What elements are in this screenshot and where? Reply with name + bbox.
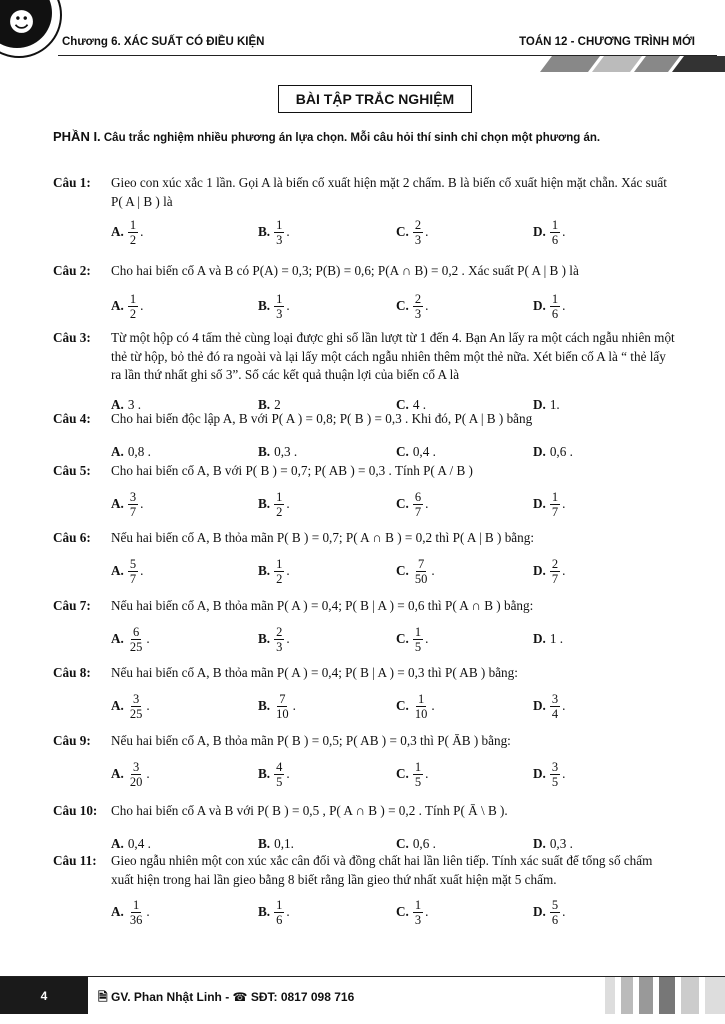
denominator: 7 [551,571,559,586]
answer-options [53,286,675,326]
option-fraction [274,692,291,721]
option-c[interactable] [396,686,435,726]
option-b[interactable] [258,892,290,932]
denominator: 7 [129,504,137,519]
question-number: Câu 2: [53,263,91,278]
question-number: Câu 1: [53,175,91,190]
numerator: 1 [276,217,283,232]
option-value: 1 . [549,630,564,646]
option-label: D. [533,223,546,239]
option-fraction [128,692,145,721]
period: . [562,903,566,919]
numerator: 1 [276,291,283,306]
document-icon: 🗎 [98,990,111,1004]
period: . [425,765,429,781]
option-d[interactable] [533,286,565,326]
option-label: B. [258,765,271,781]
answer-options [53,484,675,524]
period: . [146,903,150,919]
question-number: Câu 3: [53,330,91,345]
numerator: 1 [414,759,422,774]
option-a[interactable] [111,286,143,326]
option-fraction [413,557,430,586]
option-label: D. [533,903,546,919]
numerator: 1 [551,291,559,306]
numerator: 1 [129,291,137,306]
option-label: C. [396,396,409,412]
option-fraction [274,490,284,519]
question-number: Câu 4: [53,411,91,426]
question-1 [53,174,675,247]
option-label: A. [111,443,124,459]
period: . [286,297,290,313]
option-fraction [274,292,284,321]
period: . [286,562,290,578]
denominator: 5 [414,774,422,789]
option-value: 4 . [412,396,427,412]
period: . [286,630,290,646]
option-label: D. [533,443,546,459]
page-title: BÀI TẬP TRẮC NGHIỆM [278,85,472,113]
period: . [425,297,429,313]
option-label: A. [111,903,124,919]
denominator: 2 [276,504,283,519]
option-label: C. [396,562,409,578]
question-text: Cho hai biến cố A và B với P( B ) = 0,5 , P( A ∩ B ) = 0,2 . Tính P( Ā \ B ). [111,803,508,818]
question-text: Nếu hai biến cố A, B thỏa mãn P( A ) = 0,4; P( B | A ) = 0,3 thì P( AB ) bằng: [111,665,518,680]
question-text: Nếu hai biến cố A, B thỏa mãn P( A ) = 0,4; P( B | A ) = 0,6 thì P( A ∩ B ) bằng: [111,598,534,613]
numerator: 6 [132,624,140,639]
option-fraction [413,490,423,519]
numerator: 7 [417,556,425,571]
question-number: Câu 11: [53,853,97,868]
option-label: C. [396,903,409,919]
denominator: 50 [414,571,428,586]
option-label: A. [111,297,124,313]
option-label: B. [258,903,271,919]
option-label: A. [111,223,124,239]
period: . [286,765,290,781]
numerator: 1 [276,897,283,912]
option-fraction [274,760,284,789]
period: . [146,765,150,781]
option-fraction [413,292,423,321]
numerator: 5 [551,897,559,912]
denominator: 3 [414,232,422,247]
denominator: 7 [414,504,422,519]
option-a[interactable] [111,892,150,932]
denominator: 25 [129,706,143,721]
numerator: 3 [551,759,559,774]
numerator: 5 [129,556,137,571]
option-label: C. [396,443,409,459]
option-fraction [550,692,560,721]
numerator: 2 [414,291,422,306]
denominator: 2 [276,571,283,586]
option-fraction [128,218,138,247]
question-3 [53,329,675,412]
numerator: 1 [414,624,422,639]
option-b[interactable] [258,686,296,726]
option-value: 2 [274,396,281,412]
option-d[interactable] [533,551,565,591]
option-fraction [128,625,145,654]
period: . [146,697,150,713]
option-label: C. [396,765,409,781]
question-text: Gieo ngẫu nhiên một con xúc xắc cân đối và đồng chất hai lần liên tiếp. Tính xác suất để tổng số chấm xuất hiện trong hai lần gieo bằng 8 biết rằng lần gieo thứ nhất xuất hiện mặt 5 chấm. [111,853,653,887]
option-d[interactable] [533,754,565,794]
period: . [425,630,429,646]
numerator: 2 [414,217,422,232]
answer-options [53,212,675,252]
numerator: 4 [276,759,283,774]
numerator: 1 [414,897,422,912]
period: . [562,223,566,239]
option-fraction [128,490,138,519]
option-b[interactable] [258,551,290,591]
option-label: B. [258,297,271,313]
option-fraction [413,760,423,789]
option-value: 0,6 . [412,835,436,851]
option-value: 0,6 . [549,443,573,459]
option-fraction [274,557,284,586]
option-b[interactable] [258,484,290,524]
option-fraction [128,557,138,586]
option-c[interactable] [396,619,428,659]
option-fraction [274,218,284,247]
answer-options [53,686,675,726]
question-number: Câu 6: [53,530,91,545]
option-label: A. [111,697,124,713]
question-7 [53,597,675,654]
answer-options [53,892,675,932]
denominator: 2 [129,306,137,321]
option-label: B. [258,630,271,646]
option-a[interactable] [111,551,143,591]
question-4 [53,410,675,459]
option-c[interactable] [396,754,428,794]
answer-options [53,551,675,591]
option-label: D. [533,835,546,851]
numerator: 2 [551,556,559,571]
option-value: 1. [549,396,560,412]
numerator: 3 [132,691,140,706]
denominator: 36 [129,912,143,927]
option-fraction [550,292,560,321]
numerator: 1 [551,217,559,232]
option-label: A. [111,765,124,781]
option-label: D. [533,765,546,781]
logo-icon: ☻ [8,8,36,38]
denominator: 3 [276,639,283,654]
course-title: TOÁN 12 - CHƯƠNG TRÌNH MỚI [519,36,695,48]
period: . [286,223,290,239]
part-instructions: Câu trắc nghiệm nhiều phương án lựa chọn. Mỗi câu hỏi thí sinh chỉ chọn một phương án. [100,132,601,144]
option-label: B. [258,443,271,459]
period: . [562,697,566,713]
option-b[interactable] [258,286,290,326]
option-b[interactable] [258,754,290,794]
numerator: 7 [279,691,286,706]
question-number: Câu 8: [53,665,91,680]
period: . [562,765,566,781]
option-a[interactable] [111,686,150,726]
option-d[interactable] [533,686,565,726]
option-a[interactable] [111,619,150,659]
period: . [431,697,435,713]
option-label: C. [396,697,409,713]
option-label: A. [111,835,124,851]
period: . [292,697,296,713]
denominator: 5 [551,774,559,789]
question-number: Câu 5: [53,463,91,478]
teacher-info [98,988,354,1009]
denominator: 2 [129,232,137,247]
question-10 [53,802,675,851]
option-fraction [413,898,423,927]
option-d[interactable] [533,212,565,252]
option-c[interactable] [396,212,428,252]
period: . [425,223,429,239]
option-label: B. [258,562,271,578]
question-9 [53,732,675,789]
period: . [431,562,435,578]
option-label: C. [396,630,409,646]
numerator: 3 [551,691,559,706]
option-label: D. [533,697,546,713]
option-value: 0,1. [274,835,294,851]
numerator: 1 [276,556,283,571]
option-d[interactable] [533,484,565,524]
option-value: 0,3 . [549,835,573,851]
option-a[interactable] [111,754,150,794]
denominator: 6 [551,306,559,321]
question-text: Cho hai biến cố A, B với P( B ) = 0,7; P( AB ) = 0,3 . Tính P( A / B ) [111,463,473,478]
denominator: 3 [414,306,422,321]
option-label: A. [111,630,124,646]
option-label: D. [533,630,546,646]
option-c[interactable] [396,551,435,591]
numerator: 1 [551,489,559,504]
option-value: 3 . [127,396,142,412]
option-label: A. [111,562,124,578]
option-label: A. [111,495,124,511]
numerator: 1 [276,489,283,504]
question-8 [53,664,675,721]
option-fraction [413,692,430,721]
question-6 [53,529,675,586]
denominator: 6 [551,912,559,927]
denominator: 20 [129,774,143,789]
part-heading [53,128,675,147]
denominator: 3 [276,306,283,321]
option-b[interactable] [258,212,290,252]
teacher-phone: - ☎ SĐT: 0817 098 716 [221,990,355,1004]
numerator: 1 [132,897,140,912]
option-fraction [550,760,560,789]
option-a[interactable] [111,212,143,252]
option-a[interactable] [111,484,143,524]
denominator: 4 [551,706,559,721]
period: . [140,562,144,578]
question-number: Câu 10: [53,803,98,818]
numerator: 2 [276,624,283,639]
denominator: 6 [276,912,283,927]
chapter-title: Chương 6. XÁC SUẤT CÓ ĐIỀU KIỆN [62,36,265,48]
question-number: Câu 9: [53,733,91,748]
period: . [140,495,144,511]
option-label: A. [111,396,124,412]
option-label: D. [533,396,546,412]
answer-options [53,754,675,794]
question-text: Nếu hai biến cố A, B thỏa mãn P( B ) = 0,5; P( AB ) = 0,3 thì P( ĀB ) bằng: [111,733,511,748]
denominator: 5 [276,774,283,789]
option-fraction [550,557,560,586]
teacher-name: GV. Phan Nhật Linh [110,990,222,1004]
option-label: D. [533,562,546,578]
question-number: Câu 7: [53,598,91,613]
option-label: D. [533,297,546,313]
option-label: C. [396,223,409,239]
option-label: C. [396,835,409,851]
option-c[interactable] [396,484,428,524]
denominator: 7 [551,504,559,519]
option-fraction [550,218,560,247]
question-text: Từ một hộp có 4 tấm thẻ cùng loại được ghi số lần lượt từ 1 đến 4. Bạn An lấy ra một cách ngẫu nhiên một thẻ từ hộp, bỏ thẻ đó ra ngoài và lại lấy một cách ngẫu nhiên thêm một thẻ nữa. Xét biến cố A là “ thẻ lấy ra lần thứ nhất ghi số 3”. Số các kết quả thuận lợi của biến cố A là [111,330,675,382]
numerator: 3 [132,759,140,774]
option-fraction [128,898,145,927]
option-d[interactable] [533,619,563,659]
numerator: 6 [414,489,422,504]
option-label: C. [396,297,409,313]
denominator: 3 [414,912,422,927]
part-label: PHẦN I. [53,129,101,144]
option-c[interactable] [396,892,428,932]
header-stripes [530,56,725,72]
option-value: 0,4 . [127,835,151,851]
option-label: B. [258,223,271,239]
option-b[interactable] [258,619,290,659]
denominator: 5 [414,639,422,654]
option-fraction [128,292,138,321]
denominator: 10 [414,706,428,721]
option-d[interactable] [533,892,565,932]
denominator: 10 [276,706,289,721]
page-number: 4 [0,977,88,1014]
period: . [562,562,566,578]
question-text: Cho hai biến độc lập A, B với P( A ) = 0,8; P( B ) = 0,3 . Khi đó, P( A | B ) bằng [111,411,533,426]
option-value: 0,8 . [127,443,151,459]
period: . [562,297,566,313]
denominator: 7 [129,571,137,586]
answer-options [53,619,675,659]
denominator: 25 [129,639,143,654]
option-fraction [550,898,560,927]
denominator: 6 [551,232,559,247]
question-11 [53,852,675,927]
option-label: B. [258,495,271,511]
option-label: D. [533,495,546,511]
option-fraction [274,625,284,654]
period: . [140,223,144,239]
option-label: C. [396,495,409,511]
option-fraction [413,218,423,247]
question-text: Nếu hai biến cố A, B thỏa mãn P( B ) = 0,7; P( A ∩ B ) = 0,2 thì P( A | B ) bằng: [111,530,535,545]
period: . [286,495,290,511]
question-5 [53,462,675,519]
option-c[interactable] [396,286,428,326]
option-value: 0,3 . [274,443,298,459]
question-2 [53,262,675,321]
numerator: 1 [129,217,137,232]
option-fraction [550,490,560,519]
footer-stripes [605,977,725,1014]
option-fraction [274,898,284,927]
numerator: 1 [417,691,425,706]
option-value: 0,4 . [412,443,436,459]
denominator: 3 [276,232,283,247]
period: . [286,903,290,919]
question-text: Gieo con xúc xắc 1 lần. Gọi A là biến cố xuất hiện mặt 2 chấm. B là biến cố xuất hiện mặt chẵn. Xác suất P( A | B ) là [111,175,667,209]
numerator: 3 [129,489,137,504]
option-fraction [128,760,145,789]
period: . [146,630,150,646]
period: . [140,297,144,313]
period: . [425,903,429,919]
option-fraction [413,625,423,654]
period: . [562,495,566,511]
period: . [425,495,429,511]
option-label: B. [258,396,271,412]
question-text: Cho hai biến cố A và B có P(A) = 0,3; P(B) = 0,6; P(A ∩ B) = 0,2 . Xác suất P( A | B ) là [111,263,579,278]
option-label: B. [258,697,271,713]
option-label: B. [258,835,271,851]
